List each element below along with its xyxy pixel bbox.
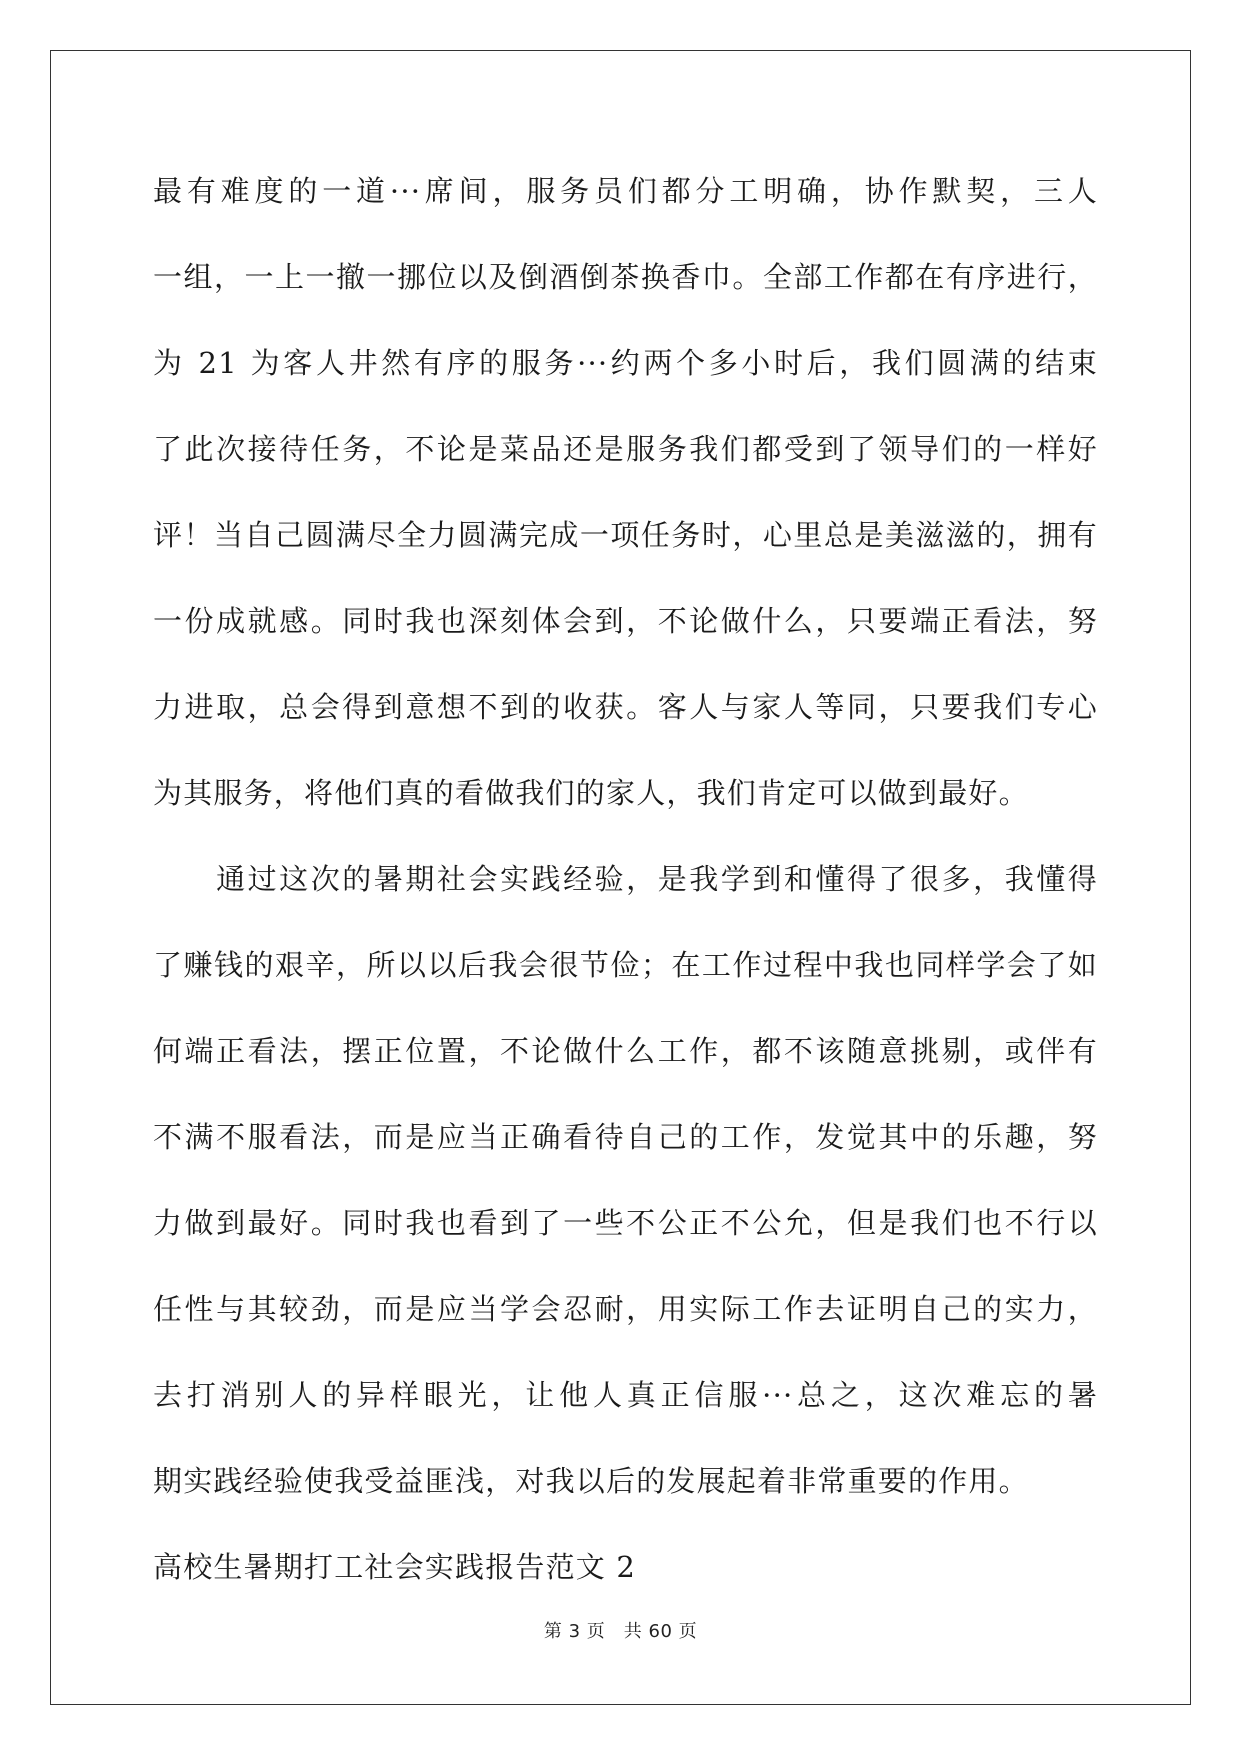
paragraph-line: 最有难度的一道···席间，服务员们都分工明确，协作默契，三人 (153, 174, 1098, 208)
paragraph-line: 力做到最好。同时我也看到了一些不公正不公允，但是我们也不行以 (153, 1206, 1098, 1240)
paragraph-line: 为其服务，将他们真的看做我们的家人，我们肯定可以做到最好。 (153, 776, 1029, 810)
section-heading: 高校生暑期打工社会实践报告范文 2 (153, 1550, 637, 1584)
paragraph-line: 期实践经验使我受益匪浅，对我以后的发展起着非常重要的作用。 (153, 1464, 1029, 1498)
paragraph-line: 去打消别人的异样眼光，让他人真正信服···总之，这次难忘的暑 (153, 1378, 1098, 1412)
page-number: 第 3 页 共 60 页 (543, 1621, 698, 1642)
paragraph-line: 为 21 为客人井然有序的服务···约两个多小时后，我们圆满的结束 (153, 346, 1098, 380)
paragraph-line: 了此次接待任务，不论是菜品还是服务我们都受到了领导们的一样好 (153, 432, 1098, 466)
paragraph-line: 不满不服看法，而是应当正确看待自己的工作，发觉其中的乐趣，努 (153, 1120, 1098, 1154)
paragraph-line: 通过这次的暑期社会实践经验，是我学到和懂得了很多，我懂得 (153, 862, 1098, 896)
paragraph-line: 一份成就感。同时我也深刻体会到，不论做什么，只要端正看法，努 (153, 604, 1098, 638)
paragraph-line: 了赚钱的艰辛，所以以后我会很节俭；在工作过程中我也同样学会了如 (153, 948, 1098, 982)
paragraph-line: 评！当自己圆满尽全力圆满完成一项任务时，心里总是美滋滋的，拥有 (153, 518, 1098, 552)
paragraph-line: 力进取，总会得到意想不到的收获。客人与家人等同，只要我们专心 (153, 690, 1098, 724)
paragraph-line: 何端正看法，摆正位置，不论做什么工作，都不该随意挑剔，或伴有 (153, 1034, 1098, 1068)
document-body (153, 156, 1098, 1618)
paragraph-line: 任性与其较劲，而是应当学会忍耐，用实际工作去证明自己的实力， (153, 1292, 1098, 1326)
paragraph-line: 一组，一上一撤一挪位以及倒酒倒茶换香巾。全部工作都在有序进行， (153, 260, 1098, 294)
